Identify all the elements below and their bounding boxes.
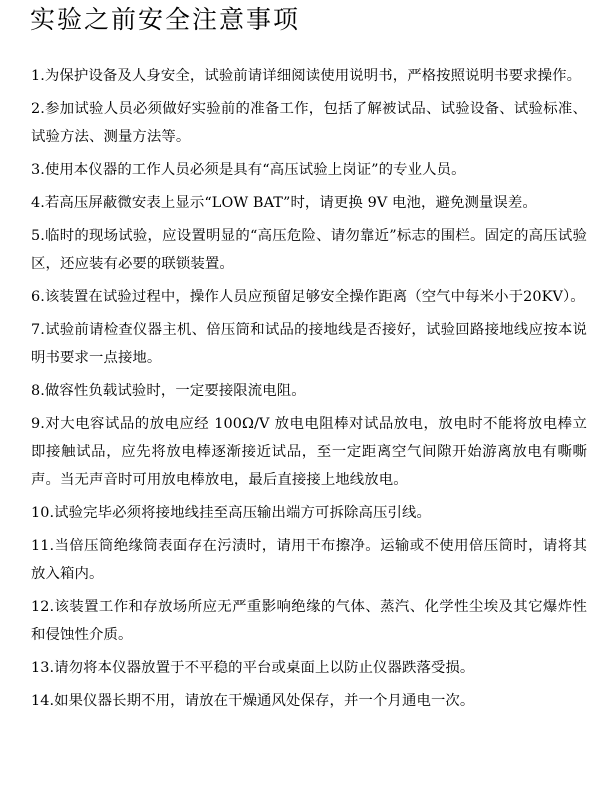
- safety-note-11: 11.当倍压筒绝缘筒表面存在污渍时，请用干布擦净。运输或不使用倍压筒时，请将其放入箱内。: [31, 538, 587, 582]
- safety-note-7: 7.试验前请检查仪器主机、倍压筒和试品的接地线是否接好，试验回路接地线应按本说明书要求一点接地。: [31, 322, 587, 366]
- page-title: 实验之前安全注意事项: [30, 5, 301, 34]
- safety-note-4: 4.若高压屏蔽微安表上显示“LOW BAT”时，请更换 9V 电池，避免测量误差。: [31, 195, 537, 211]
- safety-note-3: 3.使用本仪器的工作人员必须是具有“高压试验上岗证”的专业人员。: [31, 162, 466, 178]
- safety-note-1: 1.为保护设备及人身安全，试验前请详细阅读使用说明书，严格按照说明书要求操作。: [31, 68, 582, 84]
- safety-note-9: 9.对大电容试品的放电应经 100Ω/V 放电电阻棒对试品放电，放电时不能将放电棒立即接触试品，应先将放电棒逐渐接近试品，至一定距离空气间隙开始游离放电有嘶嘶声。当无声音时可用放电棒放电，最后直接接上地线放电。: [31, 416, 587, 488]
- safety-note-6: 6.该装置在试验过程中，操作人员应预留足够安全操作距离（空气中每米小于20KV）。: [31, 289, 585, 305]
- safety-note-14: 14.如果仪器长期不用，请放在干燥通风处保存，并一个月通电一次。: [31, 693, 475, 709]
- safety-note-12: 12.该装置工作和存放场所应无严重影响绝缘的气体、蒸汽、化学性尘埃及其它爆炸性和侵蚀性介质。: [31, 599, 587, 643]
- safety-note-13: 13.请勿将本仪器放置于不平稳的平台或桌面上以防止仪器跌落受损。: [31, 660, 475, 676]
- safety-notes-list: [31, 62, 587, 720]
- safety-note-8: 8.做容性负载试验时，一定要接限流电阻。: [31, 383, 306, 399]
- safety-note-10: 10.试验完毕必须将接地线挂至高压输出端方可拆除高压引线。: [31, 505, 431, 521]
- safety-note-5: 5.临时的现场试验，应设置明显的“高压危险、请勿靠近”标志的围栏。固定的高压试验区，还应装有必要的联锁装置。: [31, 228, 587, 272]
- safety-note-2: 2.参加试验人员必须做好实验前的准备工作，包括了解被试品、试验设备、试验标准、试验方法、测量方法等。: [31, 101, 587, 145]
